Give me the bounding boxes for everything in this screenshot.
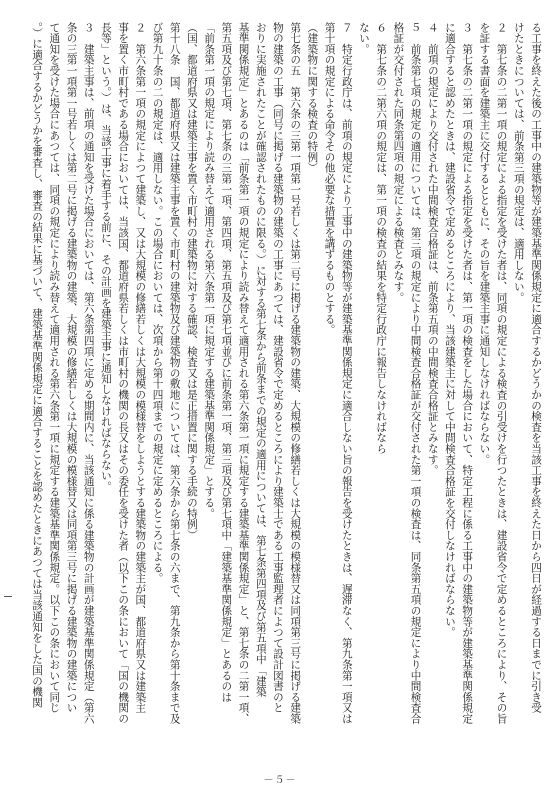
text-line: ５ 前条第七項の規定の適用については、第三項の規定により中間検査合格証が交付された第一項の検査は、同条第五項の規定により中間検査合 xyxy=(409,22,422,724)
text-line: ７ 特定行政庁は、前項の規定により工事中の建築物等が建築基準関係規定に適合しない旨の報告を受けたときは、遅滞なく、第九条第一項又は xyxy=(340,22,353,724)
text-line: 事を置く市町村である場合においては、当該国、都道府県若しくは市町村の機関の長又はその委任を受けた者（以下この条において「国の機関の xyxy=(117,22,130,724)
text-line: ３ 建築主事は、前項の通知を受けた場合においては、第六条第四項に定める期間内に、当該通知に係る建築物の計画が建築基準関係規定（第六 xyxy=(82,22,95,724)
text-line: 基準関係規定」とあるのは「前条第一項の規定により読み替えて適用される第六条第一項に規定する建築基準関係規定」と、第七条の二第一項、 xyxy=(237,22,250,724)
margin-mark xyxy=(4,596,12,597)
text-line: ２ 第六条第一項の規定によつて建築し、又は大規模の修繕若しくは大規模の模様替をしようとする建築物の建築主が国、都道府県又は建築主 xyxy=(134,22,147,714)
text-line: ４ 前項の規定により交付された中間検査合格証は、前条第五項の中間検査合格証とみなす。 xyxy=(426,22,439,476)
text-line: おりに実施されたことが確認されたものに限る。）に対する第七条から前条までの規定の適用については、第七条第四項及び第五項中「建築 xyxy=(254,22,267,698)
text-line: 格証が交付された同条第四項の規定による検査とみなす。 xyxy=(392,22,405,303)
text-line: ない。 xyxy=(357,22,370,55)
text-line: 第五項及び第七項、第七条の三第一項、第四項、第五項及び第七項並びに前条第一項、第三項及び第七項中「建築基準関係規定」とあるのは xyxy=(220,22,233,703)
text-line: 長等」という。）は、当該工事に着手する前に、その計画を建築主事に通知しなければならない。 xyxy=(99,22,112,492)
page-number: －５－ xyxy=(263,775,297,786)
text-line: （建築物に関する検査の特例） xyxy=(306,22,319,174)
body-text xyxy=(14,22,544,757)
text-line: 第十八条 国、都道府県又は建築主事を置く市町村の建築物及び建築物の敷地については、第六条から第七条の六まで、第九条から第十条まで及 xyxy=(168,22,181,724)
text-line: に適合すると認めたときは、建設省令で定めるところにより、当該建築主に対して中間検査合格証を交付しなければならない。 xyxy=(443,22,456,638)
text-line: て通知を受けた場合にあつては、同項の規定により読み替えて適用される第六条第一項に規定する建築基準関係規定。以下この条において同じ xyxy=(48,22,61,714)
text-line: ３ 第七条の二第一項の規定による指定を受けた者は、第一項の検査をした場合において、特定工程に係る工事中の建築物等が建築基準関係規定 xyxy=(461,22,474,724)
text-line: ２ 第七条の二第一項の規定による指定を受けた者は、同項の規定による検査の引受けを行つたときは、建設省令で定めるところにより、その旨 xyxy=(495,22,508,724)
text-line: 条の三第一項第一号若しくは第二号に掲げる建築物の建築、大規模の修繕若しくは大規模の模様替又は同項第三号に掲げる建築物の建築につい xyxy=(65,22,78,714)
text-line: る工事を終えた後の工事中の建築物等が建築基準関係規定に適合するかどうかの検査を当該工事を終えた日から四日が経過する日までに引き受 xyxy=(530,22,542,714)
text-line: 第十項の規定による命令その他必要な措置を講ずるものとする。 xyxy=(323,22,336,336)
text-line: 「前条第一項の規定により読み替えて適用される第六条第一項に規定する建築基準関係規定」とする。 xyxy=(203,22,216,519)
text-line: ６ 第七条の二第六項の規定は、第一項の検査の結果を特定行政庁に報告しなければなら xyxy=(375,22,388,454)
text-line: 第七条の五 第六条の三第一項第一号若しくは第二号に掲げる建築物の建築、大規模の修繕若しくは大規模の模様替又は同項第三号に掲げる建築 xyxy=(289,22,302,724)
text-line: 物の建築の工事（同号に掲げる建築物の建築の工事にあつては、建設省令で定めるところにより建築士である工事監理者によつて設計図書のと xyxy=(271,22,284,714)
text-line: けたときについては、前条第三項の規定は、適用しない。 xyxy=(512,22,525,303)
text-line: 。）に適合するかどうかを審査し、審査の結果に基づいて、建築基準関係規定に適合することを認めたときにあつては当該通知をした国の機関 xyxy=(31,22,44,708)
text-line: び第九十条の二の規定は、適用しない。この場合においては、次項から第十四項までの規定に定めるところによる。 xyxy=(151,22,164,584)
text-line: （国、都道府県又は建築主事を置く市町村の建築物に対する確認、検査又は是正措置に関する手続の特例） xyxy=(185,22,198,541)
text-line: を証する書面を建築主に交付するとともに、その旨を建築主事に通知しなければならない。 xyxy=(478,22,491,465)
